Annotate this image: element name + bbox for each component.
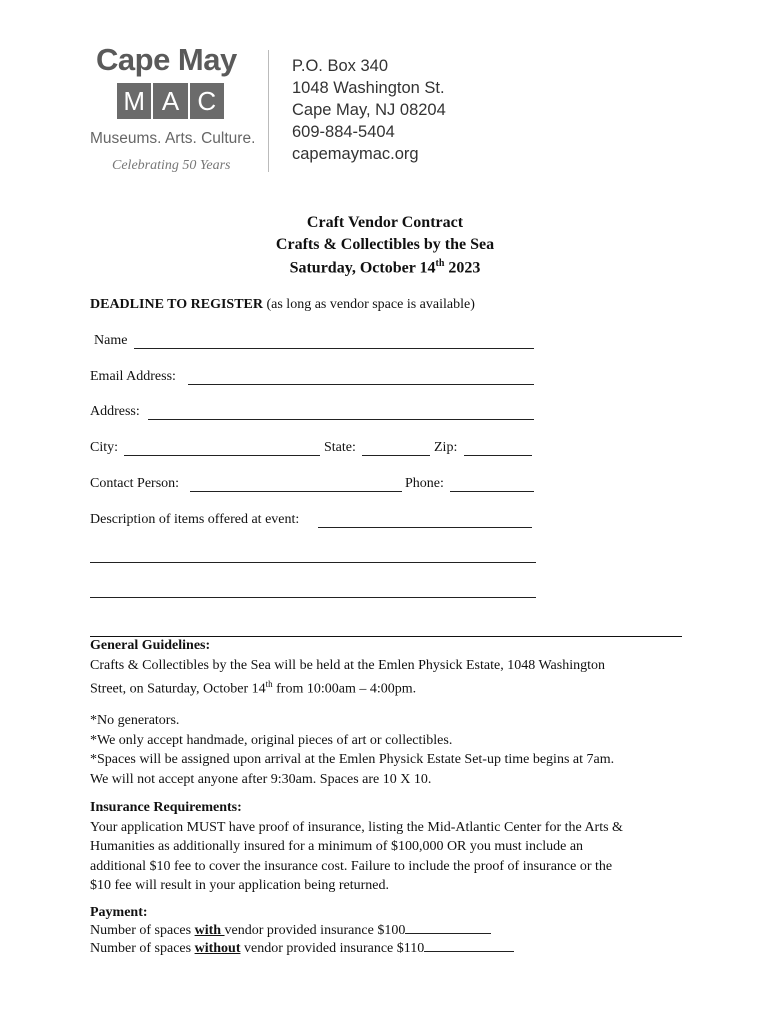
rule-item: *No generators.: [90, 713, 180, 728]
contact-block: [292, 55, 446, 165]
insurance-line: Humanities as additionally insured for a minimum of $100,000 OR you must include an: [90, 839, 584, 854]
event-date-year: 2023: [444, 259, 481, 277]
deadline-label: DEADLINE TO REGISTER: [90, 297, 263, 312]
payment-with-pre: Number of spaces: [90, 923, 195, 938]
description-field-2[interactable]: [90, 562, 536, 563]
contact-po-box: P.O. Box 340: [292, 57, 389, 75]
state-field[interactable]: [362, 455, 430, 456]
event-name: Crafts & Collectibles by the Sea: [275, 236, 495, 253]
email-field[interactable]: [188, 384, 534, 385]
payment-without-word: without: [194, 941, 241, 956]
event-date-main: Saturday, October 14: [289, 259, 436, 277]
event-date: [0, 258, 770, 277]
description-label: Description of items offered at event:: [90, 512, 300, 527]
rule-item: We will not accept anyone after 9:30am. Spaces are 10 X 10.: [90, 771, 432, 787]
deadline-line: [90, 297, 475, 313]
mac-logo: [117, 83, 224, 119]
rule-item: *Spaces will be assigned upon arrival at the Emlen Physick Estate Set-up time begins at 7am.: [90, 752, 615, 767]
logo-celebrating: Celebrating 50 Years: [112, 158, 231, 173]
guidelines-p1-b-prefix: Street, on Saturday, October 14: [90, 681, 266, 697]
contact-person-label: Contact Person:: [90, 476, 180, 491]
guidelines-p1-b-suffix: from 10:00am – 4:00pm.: [272, 681, 417, 697]
name-label: Name: [94, 333, 128, 348]
payment-without-pre: Number of spaces: [90, 941, 195, 956]
insurance-section: [90, 798, 690, 896]
contact-street: 1048 Washington St.: [292, 79, 445, 97]
payment-with-word: with: [194, 923, 225, 938]
logo-tagline: Museums. Arts. Culture.: [90, 130, 256, 147]
deadline-note: (as long as vendor space is available): [262, 297, 475, 312]
city-label: City:: [90, 440, 119, 455]
contact-person-field[interactable]: [190, 491, 402, 492]
insurance-line: $10 fee will result in your application being returned.: [90, 878, 389, 893]
address-field[interactable]: [148, 419, 534, 420]
rule-item: *We only accept handmade, original pieces of art or collectibles.: [90, 732, 453, 748]
event-date-sup: th: [435, 258, 445, 269]
email-label: Email Address:: [90, 369, 176, 384]
zip-label: Zip:: [434, 440, 458, 455]
payment-section: [90, 904, 690, 958]
brand-logo-text: Cape May: [96, 42, 237, 77]
mac-letter-m: M: [117, 83, 151, 119]
zip-field[interactable]: [464, 455, 532, 456]
guidelines-p1-b: [90, 675, 690, 699]
payment-with-post: vendor provided insurance $100: [224, 923, 406, 938]
rules-list: [90, 711, 690, 789]
guidelines-heading-rest: eneral Guidelines:: [100, 638, 211, 653]
description-field-1[interactable]: [318, 527, 532, 528]
address-label: Address:: [90, 404, 140, 419]
payment-without-post: vendor provided insurance $110: [240, 941, 425, 956]
payment-heading: Payment:: [90, 905, 148, 920]
insurance-heading: Insurance Requirements:: [90, 800, 242, 815]
contact-phone: 609-884-5404: [292, 123, 395, 141]
mac-letter-c: C: [190, 83, 224, 119]
mac-letter-a: A: [153, 83, 187, 119]
contact-website[interactable]: capemaymac.org: [292, 145, 419, 163]
logo-divider: [268, 50, 269, 172]
payment-without-field[interactable]: [424, 951, 514, 952]
phone-field[interactable]: [450, 491, 534, 492]
name-field[interactable]: [134, 348, 534, 349]
guidelines-heading: [90, 636, 690, 656]
payment-with-field[interactable]: [405, 933, 491, 934]
city-field[interactable]: [124, 455, 320, 456]
doc-title: Craft Vendor Contract: [306, 214, 464, 231]
guidelines-section: [90, 636, 690, 699]
insurance-line: additional $10 fee to cover the insurance cost. Failure to include the proof of insurance or the: [90, 858, 613, 874]
contact-city: Cape May, NJ 08204: [292, 101, 446, 119]
guidelines-heading-first: G: [90, 638, 101, 653]
guidelines-p1-a: Crafts & Collectibles by the Sea will be held at the Emlen Physick Estate, 1048 Washington: [90, 657, 605, 673]
payment-with-row: [90, 922, 690, 940]
payment-without-row: [90, 940, 690, 958]
guidelines-p1-b-sup: th: [265, 679, 273, 689]
state-label: State:: [324, 440, 356, 455]
insurance-line: Your application MUST have proof of insurance, listing the Mid-Atlantic Center for the Arts &: [90, 819, 623, 835]
phone-label: Phone:: [405, 476, 444, 491]
description-field-3[interactable]: [90, 597, 536, 598]
